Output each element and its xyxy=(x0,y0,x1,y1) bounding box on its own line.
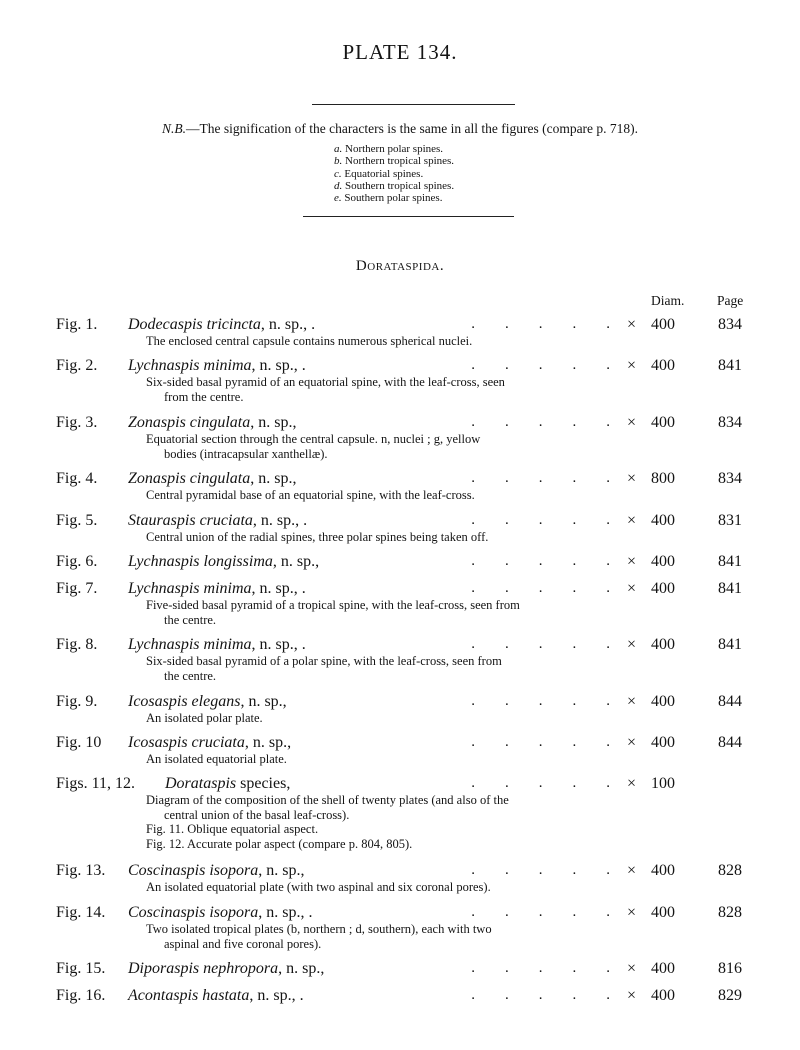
leader-dots: . . . . . xyxy=(471,904,610,920)
signification-letter: e. xyxy=(334,192,342,205)
figure-number: Fig. 16. xyxy=(56,987,106,1004)
figure-number: Fig. 7. xyxy=(56,580,98,597)
leader-dots: . . . . . xyxy=(471,316,610,332)
diameter-value: 400 xyxy=(651,512,675,529)
species-name xyxy=(128,580,306,598)
nb-label: N.B. xyxy=(161,121,186,136)
signification-item xyxy=(334,155,454,167)
leader-dots: . . . . . xyxy=(471,636,610,652)
diameter-value: 400 xyxy=(651,904,675,921)
figure-number: Fig. 10 xyxy=(56,734,102,751)
species-suffix: , n. sp., xyxy=(240,693,287,710)
description-line: bodies (intracapsular xanthellæ). xyxy=(164,446,328,461)
signification-text: Southern polar spines. xyxy=(341,192,443,205)
description-line: Six-sided basal pyramid of a polar spine, with the leaf-cross, seen from xyxy=(146,654,502,668)
section-title: Dorataspida. xyxy=(355,258,445,274)
leader-dots: . . . . . xyxy=(471,580,610,596)
leader-dots: . . . . . xyxy=(471,862,610,878)
genus-species: Lychnaspis minima xyxy=(128,636,252,653)
signification-letter: b. xyxy=(334,155,343,168)
signification-letter: d. xyxy=(334,179,343,192)
magnification-sign: × xyxy=(627,357,637,374)
figure-entry xyxy=(0,960,800,984)
page-number: 829 xyxy=(718,987,742,1004)
figure-number: Fig. 9. xyxy=(56,693,98,710)
magnification-sign: × xyxy=(627,960,637,977)
magnification-sign: × xyxy=(627,904,637,921)
species-name xyxy=(128,960,324,978)
page-number: 834 xyxy=(718,316,742,333)
signification-letter: c. xyxy=(334,167,342,180)
species-name xyxy=(128,414,296,432)
page-number: 841 xyxy=(718,580,742,597)
figure-number: Fig. 8. xyxy=(56,636,98,653)
diameter-value: 400 xyxy=(651,693,675,710)
species-name xyxy=(128,357,306,375)
nb-note xyxy=(0,121,800,137)
page-number: 841 xyxy=(718,553,742,570)
diameter-value: 100 xyxy=(651,775,675,792)
top-rule xyxy=(312,104,515,105)
description-line: An isolated equatorial plate (with two aspinal and six coronal pores). xyxy=(146,880,491,894)
species-suffix: , n. sp., . xyxy=(258,904,313,921)
figure-description xyxy=(146,488,606,503)
plate-title: PLATE 134. xyxy=(342,40,458,64)
signification-item xyxy=(334,180,454,192)
magnification-sign: × xyxy=(627,775,637,792)
signification-text: Northern polar spines. xyxy=(342,143,444,155)
magnification-sign: × xyxy=(627,470,637,487)
species-suffix: , n. sp., xyxy=(258,862,305,879)
page-number: 816 xyxy=(718,960,742,977)
leader-dots: . . . . . xyxy=(471,734,610,750)
description-line: An isolated equatorial plate. xyxy=(146,752,287,766)
figure-entry xyxy=(0,693,800,726)
page-number: 834 xyxy=(718,414,742,431)
magnification-sign: × xyxy=(627,734,637,751)
description-line: An isolated polar plate. xyxy=(146,711,263,725)
species-suffix: , n. sp., xyxy=(250,414,297,431)
description-line: Two isolated tropical plates (b, northern ; d, southern), each with two xyxy=(146,922,492,936)
description-line: The enclosed central capsule contains numerous spherical nuclei. xyxy=(146,334,473,348)
description-line: Five-sided basal pyramid of a tropical spine, with the leaf-cross, seen from xyxy=(146,598,520,612)
figure-description xyxy=(146,752,606,767)
magnification-sign: × xyxy=(627,862,637,879)
col-head-diam: Diam. xyxy=(651,293,685,308)
col-head-page: Page xyxy=(717,293,744,308)
page-number: 844 xyxy=(718,734,742,751)
figure-description xyxy=(146,598,606,627)
species-suffix: , n. sp., . xyxy=(251,636,306,653)
figure-number: Fig. 2. xyxy=(56,357,98,374)
figure-entry xyxy=(0,316,800,349)
genus-species: Acontaspis hastata xyxy=(128,987,250,1004)
species-suffix: , n. sp., xyxy=(250,470,297,487)
leader-dots: . . . . . xyxy=(471,775,610,791)
figure-number: Fig. 5. xyxy=(56,512,98,529)
leader-dots: . . . . . xyxy=(471,553,610,569)
diameter-value: 400 xyxy=(651,414,675,431)
magnification-sign: × xyxy=(627,414,637,431)
diameter-value: 400 xyxy=(651,734,675,751)
species-name xyxy=(165,775,290,793)
figure-description xyxy=(146,711,606,726)
species-name xyxy=(128,636,306,654)
magnification-sign: × xyxy=(627,553,637,570)
page-number: 828 xyxy=(718,862,742,879)
species-suffix: , n. sp., xyxy=(244,734,292,751)
leader-dots: . . . . . xyxy=(471,470,610,486)
magnification-sign: × xyxy=(627,987,637,1004)
signification-letter: a. xyxy=(334,143,343,155)
genus-species: Icosaspis elegans xyxy=(128,693,241,710)
page-number: 834 xyxy=(718,470,742,487)
figure-number: Fig. 4. xyxy=(56,470,98,487)
figure-description xyxy=(146,432,606,461)
signification-item xyxy=(334,168,454,180)
species-suffix: species, xyxy=(236,775,291,792)
species-name xyxy=(128,512,307,530)
leader-dots: . . . . . xyxy=(471,357,610,373)
species-name xyxy=(128,316,315,334)
figure-entry xyxy=(0,414,800,461)
figure-entry xyxy=(0,862,800,895)
leader-dots: . . . . . xyxy=(471,512,610,528)
species-suffix: , n. sp., . xyxy=(252,512,308,529)
species-suffix: , n. sp., xyxy=(278,960,325,977)
genus-species: Lychnaspis minima xyxy=(128,357,252,374)
magnification-sign: × xyxy=(627,580,637,597)
species-name xyxy=(128,987,304,1005)
description-line: from the centre. xyxy=(164,389,244,404)
figure-entry xyxy=(0,775,800,851)
figure-row xyxy=(0,960,800,984)
figure-number: Fig. 14. xyxy=(56,904,106,921)
figure-entry xyxy=(0,470,800,503)
diameter-value: 400 xyxy=(651,960,675,977)
figure-description xyxy=(146,922,606,951)
figure-entry xyxy=(0,580,800,627)
diameter-value: 400 xyxy=(651,987,675,1004)
species-name xyxy=(128,734,291,752)
description-line: the centre. xyxy=(164,612,217,627)
figure-entry xyxy=(0,987,800,1011)
species-name xyxy=(128,553,319,571)
description-line: Six-sided basal pyramid of an equatorial spine, with the leaf-cross, seen xyxy=(146,375,505,389)
magnification-sign: × xyxy=(627,636,637,653)
species-suffix: , n. sp., . xyxy=(260,316,316,333)
genus-species: Zonaspis cingulata xyxy=(128,414,251,431)
magnification-sign: × xyxy=(627,316,637,333)
description-line: Diagram of the composition of the shell of twenty plates (and also of the xyxy=(146,793,509,807)
species-name xyxy=(128,470,296,488)
figure-description xyxy=(146,334,606,349)
species-suffix: , n. sp., . xyxy=(249,987,304,1004)
leader-dots: . . . . . xyxy=(471,987,610,1003)
page-number: 841 xyxy=(718,357,742,374)
diameter-value: 400 xyxy=(651,636,675,653)
figure-number: Fig. 1. xyxy=(56,316,98,333)
species-name xyxy=(128,693,287,711)
figure-description xyxy=(146,880,606,895)
genus-species: Coscinaspis isopora xyxy=(128,904,259,921)
genus-species: Diporaspis nephropora xyxy=(128,960,279,977)
diameter-value: 400 xyxy=(651,862,675,879)
species-suffix: , n. sp., xyxy=(272,553,320,570)
figure-number: Fig. 15. xyxy=(56,960,106,977)
genus-species: Zonaspis cingulata xyxy=(128,470,251,487)
genus-species: Dorataspis xyxy=(165,775,237,792)
description-line: the centre. xyxy=(164,668,217,683)
figure-entry xyxy=(0,734,800,767)
figure-description xyxy=(146,793,606,851)
page-number: 831 xyxy=(718,512,742,529)
leader-dots: . . . . . xyxy=(471,414,610,430)
species-suffix: , n. sp., . xyxy=(251,580,306,597)
genus-species: Stauraspis cruciata xyxy=(128,512,253,529)
diameter-value: 400 xyxy=(651,553,675,570)
description-line: aspinal and five coronal pores). xyxy=(164,936,322,951)
figure-row xyxy=(0,553,800,577)
description-line: Fig. 11. Oblique equatorial aspect. xyxy=(146,822,319,836)
genus-species: Lychnaspis minima xyxy=(128,580,252,597)
genus-species: Dodecaspis tricincta xyxy=(128,316,261,333)
figure-row xyxy=(0,987,800,1011)
figure-number: Fig. 6. xyxy=(56,553,98,570)
figure-entry xyxy=(0,904,800,951)
figure-description xyxy=(146,654,606,683)
figure-entry xyxy=(0,512,800,545)
signification-text: Northern tropical spines. xyxy=(342,155,455,168)
diameter-value: 400 xyxy=(651,580,675,597)
leader-dots: . . . . . xyxy=(471,693,610,709)
figure-description xyxy=(146,530,606,545)
figure-description xyxy=(146,375,606,404)
species-name xyxy=(128,904,312,922)
page-number: 844 xyxy=(718,693,742,710)
nb-text: —The signification of the characters is the same in all the figures (compare p. 718). xyxy=(185,121,639,136)
species-name xyxy=(128,862,304,880)
diameter-value: 400 xyxy=(651,357,675,374)
diameter-value: 400 xyxy=(651,316,675,333)
page-number: 841 xyxy=(718,636,742,653)
genus-species: Coscinaspis isopora xyxy=(128,862,259,879)
signification-list xyxy=(334,143,454,204)
signification-text: Equatorial spines. xyxy=(341,167,424,180)
bottom-rule xyxy=(303,216,514,217)
figure-number: Figs. 11, 12. xyxy=(56,775,135,792)
figure-entry xyxy=(0,357,800,404)
description-line: Central union of the radial spines, three polar spines being taken off. xyxy=(146,530,489,544)
description-line: Equatorial section through the central capsule. n, nuclei ; g, yellow xyxy=(146,432,481,446)
description-line: central union of the basal leaf-cross). xyxy=(164,807,350,822)
magnification-sign: × xyxy=(627,512,637,529)
figure-entry xyxy=(0,553,800,577)
description-line: Central pyramidal base of an equatorial spine, with the leaf-cross. xyxy=(146,488,475,502)
signification-item xyxy=(334,192,454,204)
diameter-value: 800 xyxy=(651,470,675,487)
genus-species: Icosaspis cruciata xyxy=(128,734,245,751)
magnification-sign: × xyxy=(627,693,637,710)
species-suffix: , n. sp., . xyxy=(251,357,306,374)
figure-number: Fig. 13. xyxy=(56,862,106,879)
description-line: Fig. 12. Accurate polar aspect (compare p. 804, 805). xyxy=(146,836,413,851)
figure-number: Fig. 3. xyxy=(56,414,98,431)
leader-dots: . . . . . xyxy=(471,960,610,976)
signification-item xyxy=(334,143,454,155)
signification-text: Southern tropical spines. xyxy=(342,179,455,192)
genus-species: Lychnaspis longissima xyxy=(128,553,273,570)
figure-entry xyxy=(0,636,800,683)
page-number: 828 xyxy=(718,904,742,921)
